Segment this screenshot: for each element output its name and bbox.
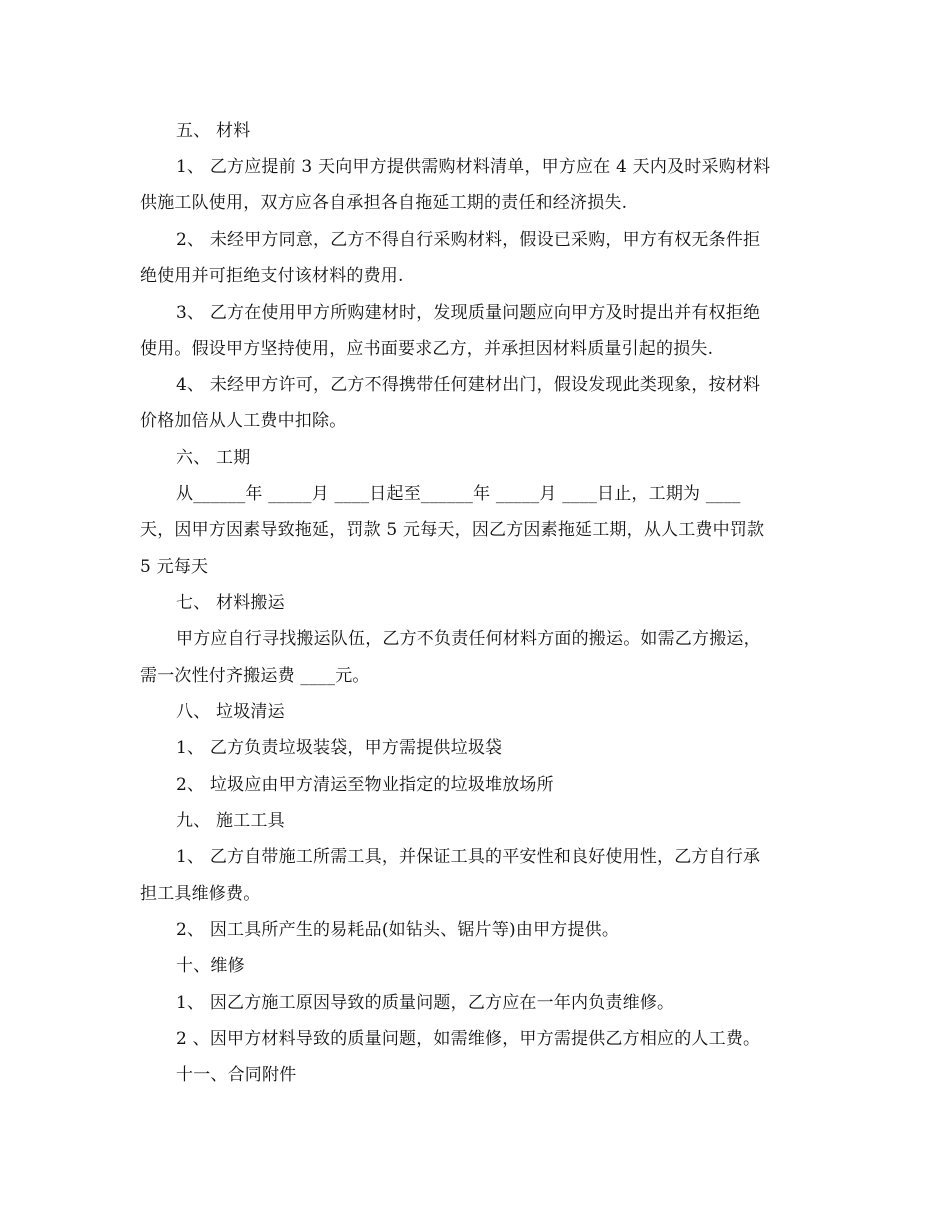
schedule-line-3: 5 元每天: [140, 557, 209, 577]
transport-line-1: 甲方应自行寻找搬运队伍，乙方不负责任何材料方面的搬运。如需乙方搬运，: [176, 629, 761, 649]
materials-item-3-line-1: 3、 乙方在使用甲方所购建材时，发现质量问题应向甲方及时提出并有权拒绝: [176, 303, 761, 323]
transport-line-2: 需一次性付齐搬运费 ____元。: [140, 666, 370, 686]
section-heading-materials: 五、 材料: [176, 121, 251, 141]
schedule-line-2: 天，因甲方因素导致拖延，罚款 5 元每天，因乙方因素拖延工期，从人工费中罚款: [140, 520, 765, 540]
materials-item-3-line-2: 使用。假设甲方坚持使用，应书面要求乙方，并承担因材料质量引起的损失.: [140, 339, 714, 359]
section-heading-tools: 九、 施工工具: [176, 811, 285, 831]
section-heading-attachments: 十一、合同附件: [176, 1065, 297, 1085]
section-heading-maintenance: 十、维修: [176, 956, 245, 976]
materials-item-1-line-1: 1、 乙方应提前 3 天向甲方提供需购材料清单，甲方应在 4 天内及时采购材料: [176, 157, 771, 177]
section-heading-schedule: 六、 工期: [176, 448, 251, 468]
materials-item-2-line-1: 2、 未经甲方同意，乙方不得自行采购材料，假设已采购，甲方有权无条件拒: [176, 230, 761, 250]
maintenance-item-2: 2 、因甲方材料导致的质量问题，如需维修，甲方需提供乙方相应的人工费。: [176, 1029, 761, 1049]
tools-item-2: 2、 因工具所产生的易耗品(如钻头、锯片等)由甲方提供。: [176, 920, 620, 940]
maintenance-item-1: 1、 因乙方施工原因导致的质量问题，乙方应在一年内负责维修。: [176, 993, 675, 1013]
tools-item-1-line-1: 1、 乙方自带施工所需工具，并保证工具的平安性和良好使用性，乙方自行承: [176, 847, 761, 867]
section-heading-transport: 七、 材料搬运: [176, 593, 285, 613]
schedule-line-1: 从______年 _____月 ____日起至______年 _____月 ____日止，工期为 ____: [176, 484, 741, 504]
waste-item-2: 2、 垃圾应由甲方清运至物业指定的垃圾堆放场所: [176, 775, 554, 795]
materials-item-4-line-2: 价格加倍从人工费中扣除。: [140, 411, 347, 431]
materials-item-1-line-2: 供施工队使用，双方应各自承担各自拖延工期的责任和经济损失.: [140, 193, 628, 213]
waste-item-1: 1、 乙方负责垃圾装袋，甲方需提供垃圾袋: [176, 738, 503, 758]
tools-item-1-line-2: 担工具维修费。: [140, 884, 261, 904]
section-heading-waste: 八、 垃圾清运: [176, 702, 285, 722]
materials-item-2-line-2: 绝使用并可拒绝支付该材料的费用.: [140, 266, 404, 286]
materials-item-4-line-1: 4、 未经甲方许可，乙方不得携带任何建材出门，假设发现此类现象，按材料: [176, 375, 761, 395]
